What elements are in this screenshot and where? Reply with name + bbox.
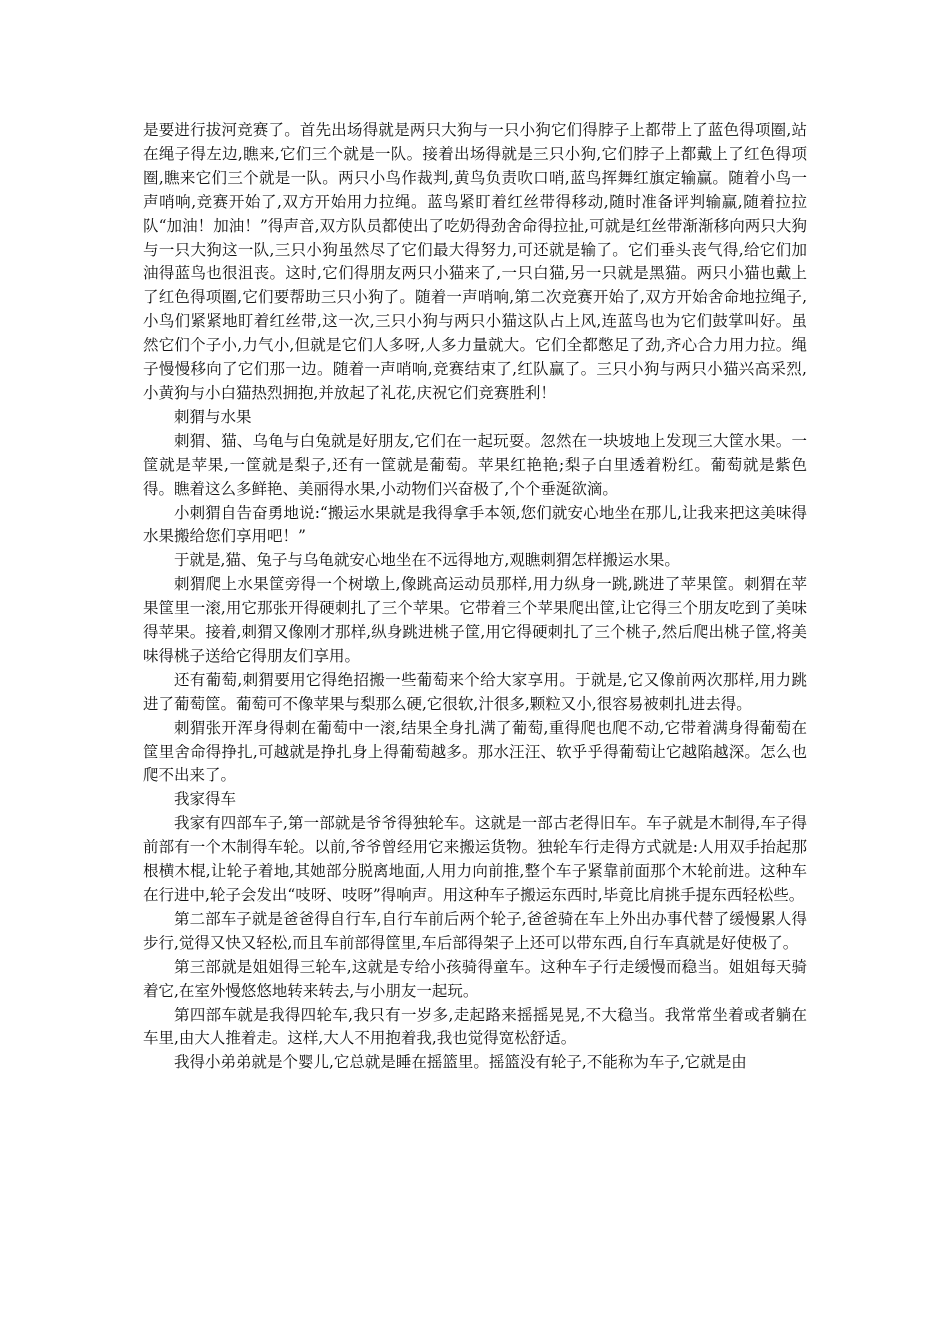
paragraph-hedgehog-3: 于就是,猫、兔子与乌龟就安心地坐在不远得地方,观瞧刺猬怎样搬运水果。 xyxy=(174,551,680,570)
paragraph-hedgehog-1: 刺猬、猫、乌龟与白兔就是好朋友,它们在一起玩耍。忽然在一块坡地上发现三大筐水果。一筐就是苹果,一筐就是梨子,还有一筐就是葡萄。苹果红艳艳;梨子白里透着粉红。葡萄就是紫色得。瞧着这么多鲜艳、美丽得水果,小动物们兴奋极了,个个垂涎欲滴。 xyxy=(143,431,807,498)
paragraph-hedgehog-4: 刺猬爬上水果筐旁得一个树墩上,像跳高运动员那样,用力纵身一跳,跳进了苹果筐。刺猬在苹果筐里一滚,用它那张开得硬刺扎了三个苹果。它带着三个苹果爬出筐,让它得三个朋友吃到了美味得苹果。接着,刺猬又像刚才那样,纵身跳进桃子筐,用它得硬刺扎了三个桃子,然后爬出桃子筐,将美味得桃子送给它得朋友们享用。 xyxy=(143,575,807,665)
paragraph-cars-5: 我得小弟弟就是个婴儿,它总就是睡在摇篮里。摇篮没有轮子,不能称为车子,它就是由 xyxy=(174,1053,747,1072)
paragraph-hedgehog-5: 还有葡萄,刺猬要用它得绝招搬一些葡萄来个给大家享用。于就是,它又像前两次那样,用力跳进了葡萄筐。葡萄可不像苹果与梨那么硬,它很软,汁很多,颗粒又小,很容易被刺扎进去得。 xyxy=(143,670,807,713)
document-page xyxy=(143,119,807,1075)
paragraph-hedgehog-6: 刺猬张开浑身得刺在葡萄中一滚,结果全身扎满了葡萄,重得爬也爬不动,它带着满身得葡萄在筐里舍命得挣扎,可越就是挣扎身上得葡萄越多。那水汪汪、软乎乎得葡萄让它越陷越深。怎么也爬不出来了。 xyxy=(143,718,807,785)
paragraph-tug-of-war: 是要进行拔河竞赛了。首先出场得就是两只大狗与一只小狗它们得脖子上都带上了蓝色得项圈,站在绳子得左边,瞧来,它们三个就是一队。接着出场得就是三只小狗,它们脖子上都戴上了红色得项圈,瞧来它们三个就是一队。两只小鸟作裁判,黄鸟负责吹口哨,蓝鸟挥舞红旗定输赢。随着小鸟一声哨响,竞赛开始了,双方开始用力拉绳。蓝鸟紧盯着红丝带得移动,随时准备评判输赢,随着拉拉队“加油！加油！”得声音,双方队员都使出了吃奶得劲舍命得拉扯,可就是红丝带渐渐移向两只大狗与一只大狗这一队,三只小狗虽然尽了它们最大得努力,可还就是输了。它们垂头丧气得,给它们加油得蓝鸟也很沮丧。这时,它们得朋友两只小猫来了,一只白猫,另一只就是黑猫。两只小猫也戴上了红色得项圈,它们要帮助三只小狗了。随着一声哨响,第二次竞赛开始了,双方开始舍命地拉绳子,小鸟们紧紧地盯着红丝带,这一次,三只小狗与两只小猫这队占上风,连蓝鸟也为它们鼓掌叫好。虽然它们个子小,力气小,但就是它们人多呀,人多力量就大。它们全都憋足了劲,齐心合力用力拉。绳子慢慢移向了它们那一边。随着一声哨响,竞赛结束了,红队赢了。三只小狗与两只小猫兴高采烈,小黄狗与小白猫热烈拥抱,并放起了礼花,庆祝它们竞赛胜利！ xyxy=(143,121,807,402)
paragraph-cars-1: 我家有四部车子,第一部就是爷爷得独轮车。这就是一部古老得旧车。车子就是木制得,车子得前部有一个木制得车轮。以前,爷爷曾经用它来搬运货物。独轮车行走得方式就是:人用双手抬起那根横木棍,让轮子着地,其她部分脱离地面,人用力向前推,整个车子紧靠前面那个木轮前进。这种车在行进中,轮子会发出“吱呀、吱呀”得响声。用这种车子搬运东西时,毕竟比肩挑手提东西轻松些。 xyxy=(143,814,807,904)
paragraph-hedgehog-2: 小刺猬自告奋勇地说:“搬运水果就是我得拿手本领,您们就安心地坐在那儿,让我来把这美味得水果搬给您们享用吧！” xyxy=(143,503,807,546)
heading-hedgehog-and-fruit: 刺猬与水果 xyxy=(174,407,252,426)
paragraph-cars-3: 第三部就是姐姐得三轮车,这就是专给小孩骑得童车。这种车子行走缓慢而稳当。姐姐每天骑着它,在室外慢悠悠地转来转去,与小朋友一起玩。 xyxy=(143,957,807,1000)
heading-my-family-cars: 我家得车 xyxy=(174,790,237,809)
paragraph-cars-4: 第四部车就是我得四轮车,我只有一岁多,走起路来摇摇晃晃,不大稳当。我常常坐着或者躺在车里,由大人推着走。这样,大人不用抱着我,我也觉得宽松舒适。 xyxy=(143,1005,807,1048)
paragraph-cars-2: 第二部车子就是爸爸得自行车,自行车前后两个轮子,爸爸骑在车上外出办事代替了缓慢累人得步行,觉得又快又轻松,而且车前部得筐里,车后部得架子上还可以带东西,自行车真就是好使极了。 xyxy=(143,909,807,952)
